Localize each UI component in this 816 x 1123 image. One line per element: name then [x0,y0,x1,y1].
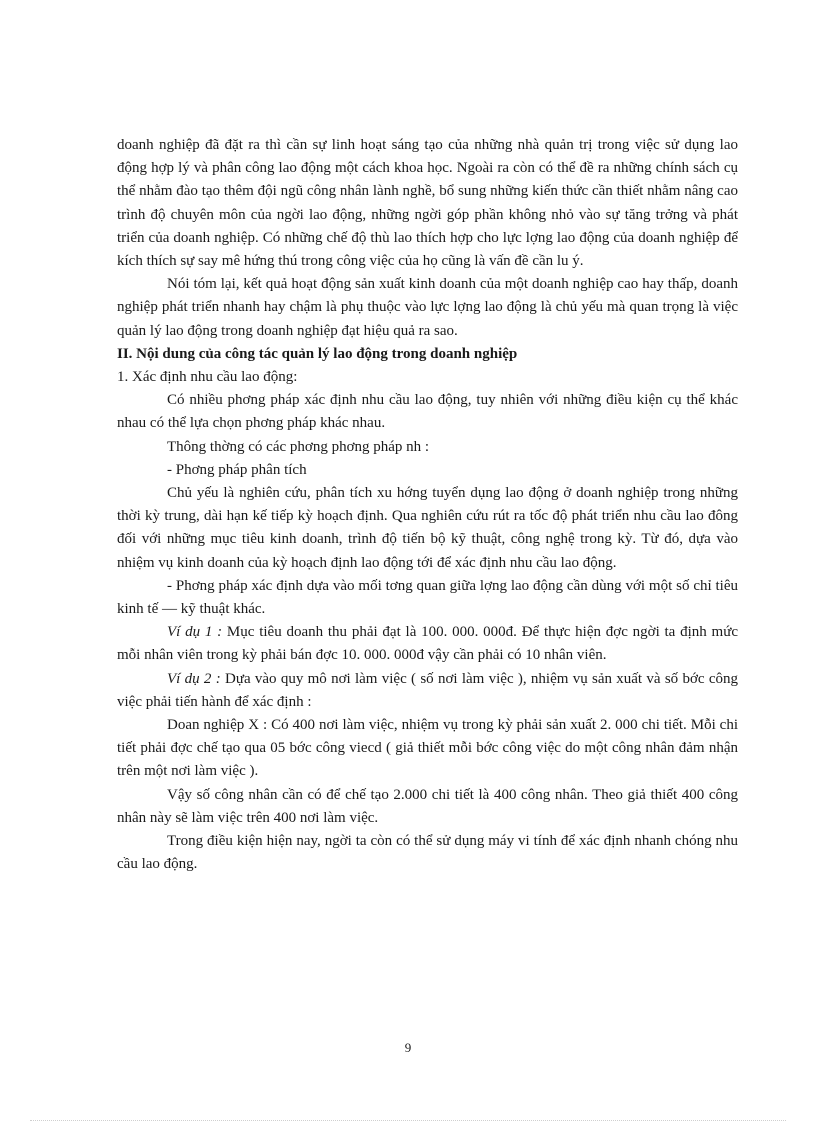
example-1-label: Ví dụ 1 : [167,624,223,641]
example-2-case: Doan nghiệp X : Có 400 nơi làm việc, nhiệm vụ trong kỳ phải sản xuất 2. 000 chi tiết. Mỗi chi tiết phải đợc chế tạo qua 05 bớc công viecd ( giả thiết mỗi bớc công việc do một công nhân đảm nhận trên một nơi làm việc ). [117,717,738,780]
document-body [117,134,738,877]
paragraph-intro: Có nhiều phơng pháp xác định nhu cầu lao động, tuy nhiên với những điều kiện cụ thể khác nhau có thể lựa chọn phơng pháp khác nhau. [117,392,738,432]
subsection-heading: 1. Xác định nhu cầu lao động: [117,369,298,386]
page-bottom-divider [30,1120,786,1121]
example-2-label: Ví dụ 2 : [167,670,221,687]
example-1-text: Mục tiêu doanh thu phải đạt là 100. 000. 000đ. Để thực hiện đợc ngời ta định mức mỗi nhân viên trong kỳ phải bán đợc 10. 000. 000đ vậy cần phải có 10 nhân viên. [117,624,739,664]
paragraph-continuation: doanh nghiệp đã đặt ra thì cần sự linh hoạt sáng tạo của những nhà quản trị trong việc sử dụng lao động hợp lý và phân công lao động một cách khoa học. Ngoài ra còn có thể đề ra những chính sách cụ thể nhằm đào tạo thêm đội ngũ công nhân lành nghề, bổ sung những kiến thức cần thiết nhằm nâng cao trình độ chuyên môn của ngời lao động, những ngời góp phần không nhỏ vào sự tăng trởng và phát triển của doanh nghiệp. Có những chế độ thù lao thích hợp cho lực lợng lao động của doanh nghiệp để kích thích sự say mê hứng thú trong công việc của họ cũng là vấn đề cần lu ý. [117,137,738,270]
method-2-title: - Phơng pháp xác định dựa vào mối tơng quan giữa lợng lao động cần dùng với một số chỉ tiêu kinh tế — kỹ thuật khác. [117,577,738,618]
page-number: 9 [404,1040,412,1055]
method-1-description: Chủ yếu là nghiên cứu, phân tích xu hớng tuyển dụng lao động ở doanh nghiệp trong những thời kỳ trung, dài hạn kế tiếp kỳ hoạch định. Qua nghiên cứu rút ra tốc độ phát triển nhu cầu lao đông đối với những mục tiêu kinh doanh, trình độ tiến bộ kỹ thuật, công nghệ trong kỳ. Từ đó, dựa vào nhiệm vụ kinh doanh của kỳ hoạch định lao động tới để xác định nhu cầu lao động. [117,485,738,571]
example-1 [117,621,738,667]
section-heading: II. Nội dung của công tác quản lý lao động trong doanh nghiệp [117,345,518,362]
paragraph-summary: Nói tóm lại, kết quả hoạt động sản xuất kinh doanh của một doanh nghiệp cao hay thấp, doanh nghiệp phát triển nhanh hay chậm là phụ thuộc vào lực lợng lao động là chủ yếu mà quan trọng là việc quản lý lao động trong doanh nghiệp đạt hiệu quả ra sao. [117,276,738,339]
example-2 [117,668,738,714]
paragraph-common-methods: Thông thờng có các phơng phơng pháp nh : [167,438,430,455]
example-2-result: Vậy số công nhân cần có để chế tạo 2.000 chi tiết là 400 công nhân. Theo giả thiết 400 công nhân này sẽ làm việc trên 400 nơi làm việc. [117,786,738,826]
example-2-text: Dựa vào quy mô nơi làm việc ( số nơi làm việc ), nhiệm vụ sản xuất và số bớc công việc phải tiến hành để xác định : [117,670,739,710]
paragraph-closing: Trong điều kiện hiện nay, ngời ta còn có thể sử dụng máy vi tính để xác định nhanh chóng nhu cầu lao động. [117,833,738,873]
method-1-title: - Phơng pháp phân tích [167,461,307,478]
